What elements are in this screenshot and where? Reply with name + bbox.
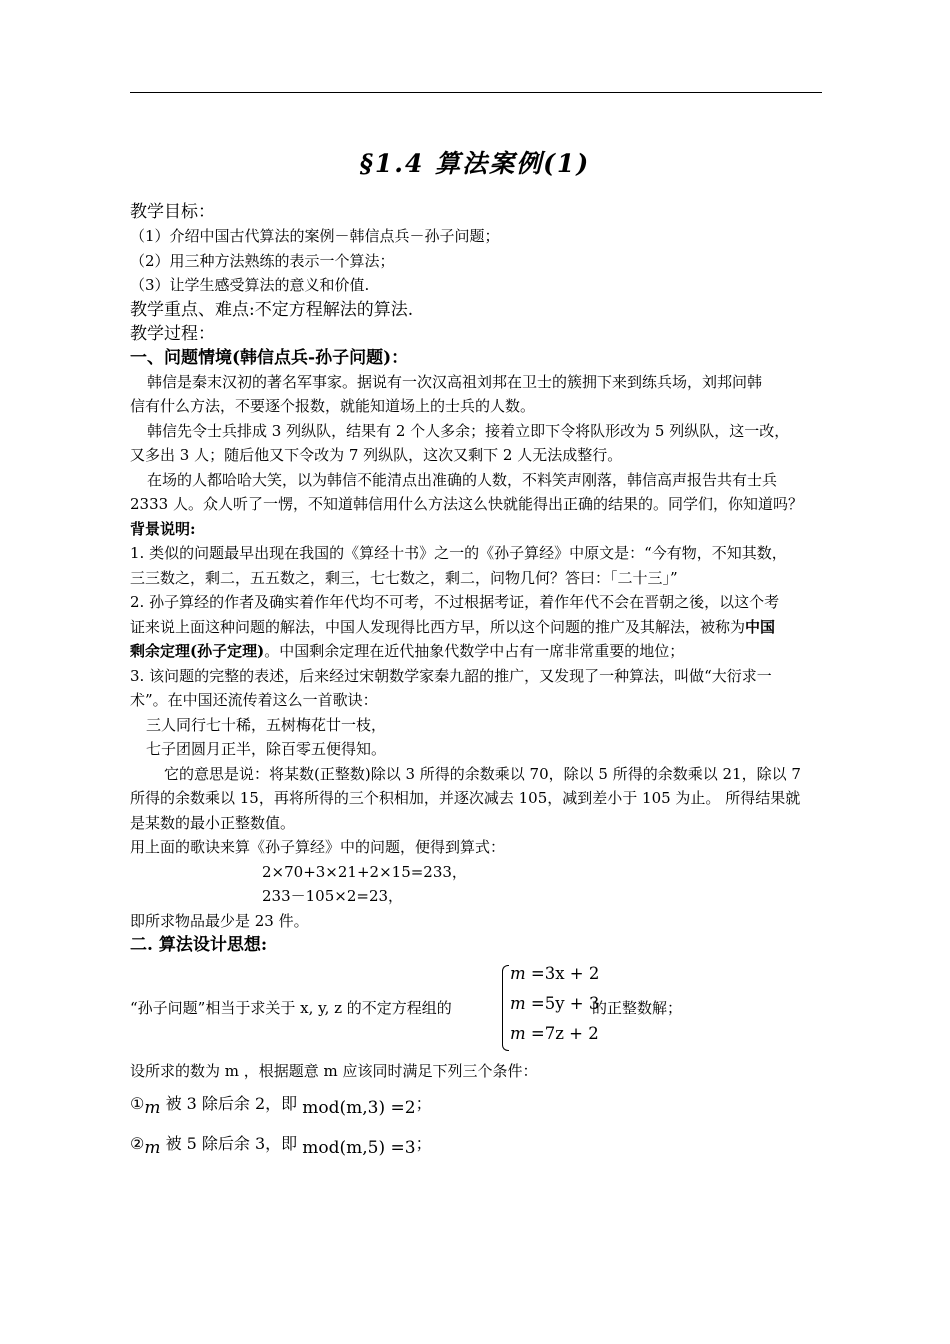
assume-line: 设所求的数为 m ，根据题意 m 应该同时满足下列三个条件：	[130, 1062, 538, 1080]
equation-system	[130, 959, 835, 1059]
left-brace	[502, 965, 509, 1051]
meaning-line: 它的意思是说：将某数(正整数)除以 3 所得的余数乘以 70，除以 5 所得的余数乘以 21，除以 7	[164, 764, 801, 783]
condition-item	[130, 1084, 835, 1124]
goals-heading: 教学目标：	[130, 202, 215, 222]
condition-expr: mod(m,5) =3	[302, 1137, 416, 1158]
circled-number: ①	[130, 1093, 145, 1113]
circled-number: ②	[130, 1133, 145, 1153]
condition-var: m	[144, 1097, 161, 1118]
condition-item	[130, 1124, 835, 1164]
background-item-line	[130, 639, 835, 664]
meaning-line: 是某数的最小正整数值。	[130, 813, 296, 832]
background-item-line: 1. 类似的问题最早出现在我国的《算经十书》之一的《孙子算经》中原文是：“今有物，不知其数，	[130, 544, 787, 562]
page-title: §1.4 算法案例(1)	[359, 149, 591, 178]
equation: 233－105×2=23，	[262, 887, 404, 905]
header-rule	[130, 92, 822, 93]
system-equations	[510, 959, 599, 1049]
poem-line: 三人同行七十稀，五树梅花廿一枝，	[146, 715, 387, 734]
story-paragraph-line: 信有什么方法，不要逐个报数，就能知道场上的士兵的人数。	[130, 397, 536, 415]
key-points: 教学重点、难点:不定方程解法的算法.	[130, 299, 414, 320]
story-paragraph-line: 韩信是秦末汉初的著名军事家。据说有一次汉高祖刘邦在卫士的簇拥下来到练兵场，刘邦问韩	[147, 372, 763, 391]
system-equation	[510, 1019, 599, 1049]
story-paragraph-line: 又多出 3 人；随后他又下令改为 7 列纵队，这次又剩下 2 人无法成整行。	[130, 446, 623, 464]
background-item-line: 三三数之，剩二，五五数之，剩三，七七数之，剩二，问物几何？答曰：「二十三」”	[130, 568, 678, 587]
condition-var: m	[144, 1137, 161, 1158]
background-text: 证来说上面这种问题的解法，中国人发现得比西方早，所以这个问题的推广及其解法，被称为	[130, 617, 746, 636]
goal-item: （1）介绍中国古代算法的案例－韩信点兵－孙子问题；	[130, 227, 500, 245]
section2-heading: 二. 算法设计思想:	[130, 935, 268, 955]
condition-end: ；	[415, 1133, 432, 1153]
condition-expr: mod(m,3) =2	[302, 1097, 416, 1118]
background-text: 。中国剩余定理在近代抽象代数学中占有一席非常重要的地位；	[264, 642, 685, 660]
background-item-line: 术”。在中国还流传着这么一首歌诀：	[130, 691, 378, 709]
story-paragraph-line: 2333 人。众人听了一愣，不知道韩信用什么方法这么快就能得出正确的结果的。同学们，你知道吗？	[130, 495, 803, 513]
equation-rhs: =3x + 2	[530, 964, 600, 983]
apply-line: 用上面的歌诀来算《孙子算经》中的问题，便得到算式：	[130, 838, 506, 856]
system-prefix: “孙子问题”相当于求关于 x, y, z 的不定方程组的	[130, 999, 452, 1017]
theorem-name-part: 中国	[745, 617, 776, 636]
goal-item: （3）让学生感受算法的意义和价值.	[130, 276, 370, 294]
system-suffix: 的正整数解；	[592, 999, 683, 1017]
goal-item: （2）用三种方法熟练的表示一个算法；	[130, 251, 395, 270]
condition-end: ；	[415, 1093, 432, 1113]
story-paragraph-line: 韩信先令士兵排成 3 列纵队，结果有 2 个人多余；接着立即下令将队形改为 5 列纵队，这一改，	[147, 421, 790, 440]
condition-text: 被 5 除后余 3，即	[165, 1133, 298, 1153]
system-equation	[510, 989, 599, 1019]
equation-lhs: m	[510, 994, 526, 1013]
conclusion-line: 即所求物品最少是 23 件。	[130, 911, 309, 930]
document-body	[130, 200, 835, 1164]
story-paragraph-line: 在场的人都哈哈大笑，以为韩信不能清点出准确的人数，不料笑声刚落，韩信高声报告共有士兵	[147, 470, 778, 489]
background-item-line: 3. 该问题的完整的表述，后来经过宋朝数学家秦九韶的推广，又发现了一种算法，叫做“大衍求一	[130, 666, 772, 685]
equation-rhs: =7z + 2	[530, 1024, 599, 1043]
equation-lhs: m	[510, 1024, 526, 1043]
section1-heading: 一、问题情境(韩信点兵-孙子问题)：	[130, 347, 409, 368]
meaning-line: 所得的余数乘以 15，再将所得的三个积相加，并逐次减去 105，减到差小于 105 为止。 所得结果就	[130, 789, 801, 807]
theorem-name: 剩余定理(孙子定理)	[130, 642, 265, 660]
process-heading: 教学过程：	[130, 323, 215, 344]
background-heading: 背景说明:	[130, 519, 196, 538]
background-item-line	[130, 615, 835, 640]
equation-rhs: =5y + 3	[530, 994, 600, 1013]
equation: 2×70+3×21+2×15=233，	[262, 862, 467, 881]
poem-line: 七子团圆月正半，除百零五便得知。	[146, 740, 387, 758]
background-item-line: 2. 孙子算经的作者及确实着作年代均不可考，不过根据考证，着作年代不会在晋朝之後，以这个考	[130, 593, 780, 611]
system-equation	[510, 959, 599, 989]
equation-lhs: m	[510, 964, 526, 983]
condition-text: 被 3 除后余 2，即	[165, 1093, 298, 1113]
